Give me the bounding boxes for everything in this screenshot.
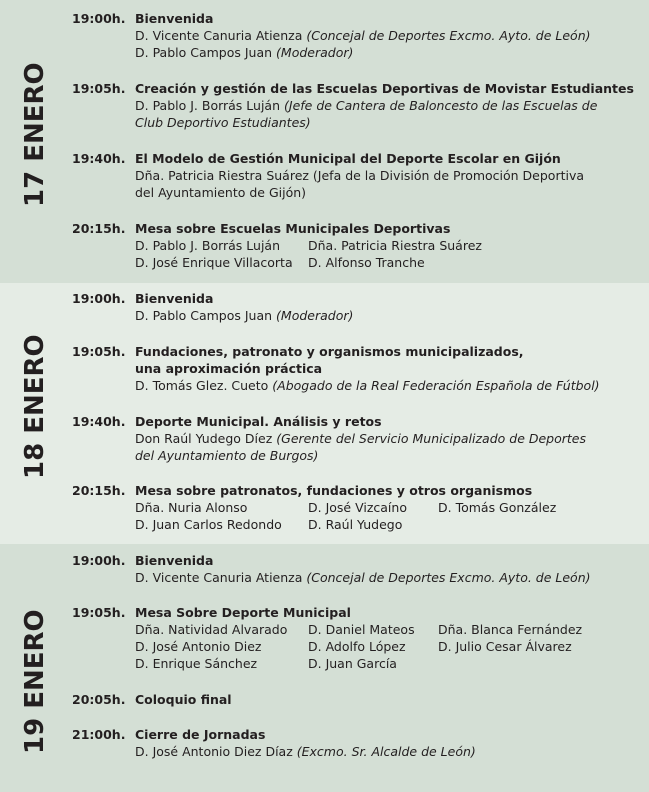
participant-name: Dña. Patricia Riestra Suárez [308, 238, 482, 253]
event-time: 20:05h. [72, 692, 126, 707]
speaker-line: D. Vicente Canuria Atienza (Concejal de Deportes Excmo. Ayto. de León) [135, 28, 591, 43]
event-time: 19:05h. [72, 344, 126, 359]
speaker-line: del Ayuntamiento de Gijón) [135, 185, 307, 200]
participant-name: D. José Antonio Diez [135, 639, 262, 654]
speaker-line: D. José Antonio Diez Díaz (Excmo. Sr. Alcalde de León) [135, 744, 476, 759]
event-time: 19:05h. [72, 81, 126, 96]
event-title: Bienvenida [135, 291, 214, 306]
participant-name: D. Adolfo López [308, 639, 406, 654]
participant-name: Dña. Natividad Alvarado [135, 622, 288, 637]
event-time: 19:00h. [72, 11, 126, 26]
event-title: Fundaciones, patronato y organismos municipalizados, [135, 344, 524, 359]
event-time: 19:05h. [72, 605, 126, 620]
speaker-line: D. Vicente Canuria Atienza (Concejal de Deportes Excmo. Ayto. de León) [135, 570, 591, 585]
participant-name: D. Alfonso Tranche [308, 255, 425, 270]
event-time: 19:00h. [72, 291, 126, 306]
event-time: 19:00h. [72, 553, 126, 568]
participant-name: D. Pablo J. Borrás Luján [135, 238, 281, 253]
event-title: Cierre de Jornadas [135, 727, 266, 742]
participant-name: D. Enrique Sánchez [135, 656, 258, 671]
participant-name: D. Juan Carlos Redondo [135, 517, 282, 532]
event-time: 20:15h. [72, 483, 126, 498]
event-title: Deporte Municipal. Análisis y retos [135, 414, 382, 429]
event-time: 20:15h. [72, 221, 126, 236]
speaker-line: Don Raúl Yudego Díez (Gerente del Servicio Municipalizado de Deportes [135, 431, 586, 446]
event-title: Creación y gestión de las Escuelas Deportivas de Movistar Estudiantes [135, 81, 634, 96]
participant-name: D. Daniel Mateos [308, 622, 415, 637]
event-title: Bienvenida [135, 553, 214, 568]
participant-name: D. Juan García [308, 656, 397, 671]
day-label-text: 18 ENERO [20, 334, 50, 479]
event-time: 19:40h. [72, 151, 126, 166]
speaker-line: Dña. Patricia Riestra Suárez (Jefa de la División de Promoción Deportiva [135, 168, 585, 183]
event-title: Coloquio final [135, 692, 232, 707]
day-label [0, 283, 70, 544]
day-section-17-enero [0, 0, 649, 283]
event-title: Bienvenida [135, 11, 214, 26]
day-label-text: 17 ENERO [20, 62, 50, 207]
participant-name: D. José Vizcaíno [308, 500, 407, 515]
event-title: Mesa sobre patronatos, fundaciones y otros organismos [135, 483, 533, 498]
event-title: Mesa sobre Escuelas Municipales Deportivas [135, 221, 451, 236]
day-section-19-enero [0, 544, 649, 792]
participant-name: D. José Enrique Villacorta [135, 255, 293, 270]
event-title: El Modelo de Gestión Municipal del Deporte Escolar en Gijón [135, 151, 561, 166]
speaker-line: D. Pablo J. Borrás Luján (Jefe de Cantera de Baloncesto de las Escuelas de [135, 98, 598, 113]
speaker-line: del Ayuntamiento de Burgos) [135, 448, 319, 463]
speaker-line: D. Pablo Campos Juan (Moderador) [135, 308, 354, 323]
event-title: Mesa Sobre Deporte Municipal [135, 605, 351, 620]
speaker-line: D. Pablo Campos Juan (Moderador) [135, 45, 354, 60]
day-label [0, 0, 70, 283]
participant-name: D. Julio Cesar Álvarez [438, 639, 572, 654]
participant-name: D. Tomás González [438, 500, 557, 515]
participant-name: Dña. Nuria Alonso [135, 500, 248, 515]
day-section-18-enero [0, 283, 649, 544]
event-title-continued: una aproximación práctica [135, 361, 323, 376]
speaker-line: D. Tomás Glez. Cueto (Abogado de la Real Federación Española de Fútbol) [135, 378, 600, 393]
speaker-line: Club Deportivo Estudiantes) [135, 115, 311, 130]
day-label [0, 544, 70, 792]
event-time: 19:40h. [72, 414, 126, 429]
participant-name: D. Raúl Yudego [308, 517, 403, 532]
participant-name: Dña. Blanca Fernández [438, 622, 583, 637]
day-label-text: 19 ENERO [20, 609, 50, 754]
event-time: 21:00h. [72, 727, 126, 742]
